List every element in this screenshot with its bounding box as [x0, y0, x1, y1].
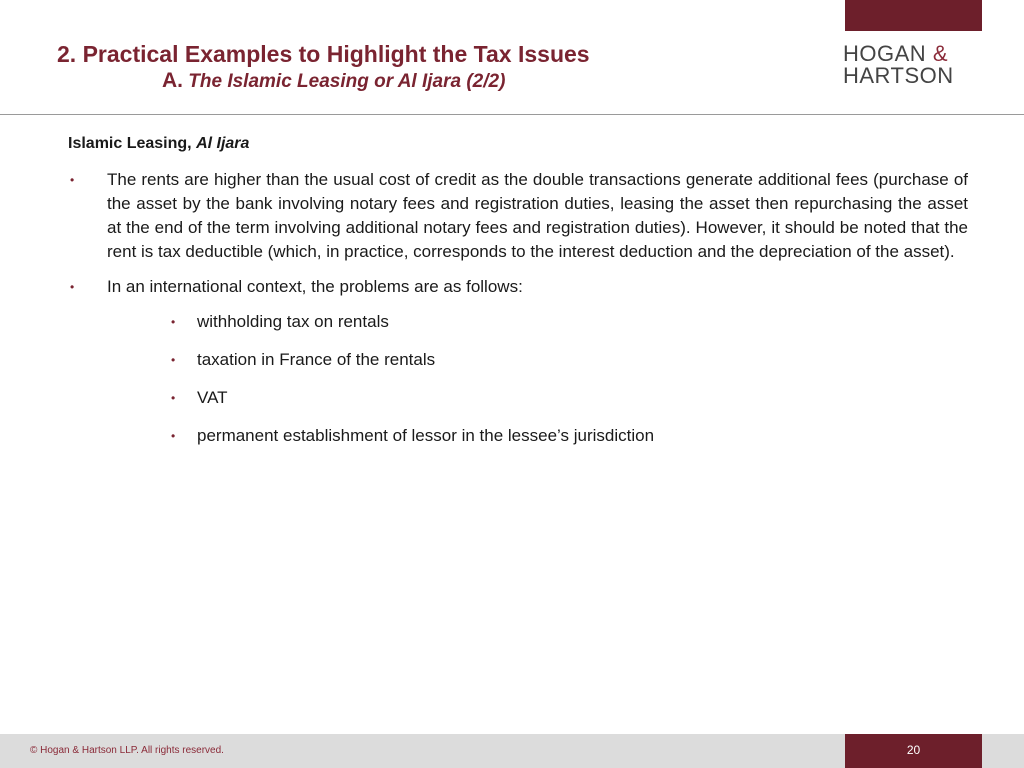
hogan-hartson-logo [843, 43, 983, 87]
section-heading [68, 134, 968, 154]
bullet-item [68, 275, 968, 299]
logo-ampersand: & [932, 41, 948, 66]
slide-footer [0, 734, 1024, 768]
heading-plain: Islamic Leasing, [68, 135, 197, 152]
header-divider [0, 114, 1024, 115]
copyright-text: © Hogan & Hartson LLP. All rights reserved. [30, 745, 224, 756]
bullet-dot-icon: • [70, 280, 75, 294]
title-letter: A. [162, 69, 183, 92]
sub-bullet-item [68, 424, 968, 448]
logo-line1 [843, 43, 983, 65]
page-number: 20 [906, 743, 921, 757]
bullet-text: The rents are higher than the usual cost of credit as the double transactions generate additional fees (purchase of the asset by the bank involving notary fees and registration duties, leasing the asset then repurchasing the asset at the end of the term involving additional notary fees and registration duties). However, it should be noted that the rent is tax deductible (which, in practice, corresponds to the interest deduction and the depreciation of the asset). [107, 170, 968, 261]
sub-bullet-item [68, 310, 968, 334]
slide-content [68, 134, 968, 462]
logo-word-hartson: HARTSON [843, 63, 954, 88]
sub-bullet-text: withholding tax on rentals [197, 312, 389, 331]
title-sub-text: The Islamic Leasing or Al Ijara (2/2) [188, 71, 506, 92]
title-main: 2. Practical Examples to Highlight the Tax Issues [57, 41, 590, 67]
sub-bullet-text: permanent establishment of lessor in the lessee’s jurisdiction [197, 426, 655, 445]
logo-word-hogan: HOGAN [843, 41, 927, 66]
sub-bullet-text: taxation in France of the rentals [197, 350, 436, 369]
sub-bullet-item [68, 386, 968, 410]
slide-title [57, 40, 777, 95]
bullet-dot-icon: • [70, 173, 75, 187]
sub-bullet-item [68, 348, 968, 372]
bullet-text: In an international context, the problems are as follows: [107, 277, 523, 296]
title-subtitle [162, 68, 777, 95]
page-number-box [845, 734, 982, 768]
bullet-dot-icon: • [171, 429, 176, 443]
bullet-dot-icon: • [171, 353, 176, 367]
top-accent-bar [845, 0, 982, 31]
bullet-dot-icon: • [171, 391, 176, 405]
heading-italic: Al Ijara [196, 135, 250, 152]
bullet-dot-icon: • [171, 315, 176, 329]
sub-bullet-text: VAT [197, 388, 228, 407]
bullet-item [68, 168, 968, 264]
